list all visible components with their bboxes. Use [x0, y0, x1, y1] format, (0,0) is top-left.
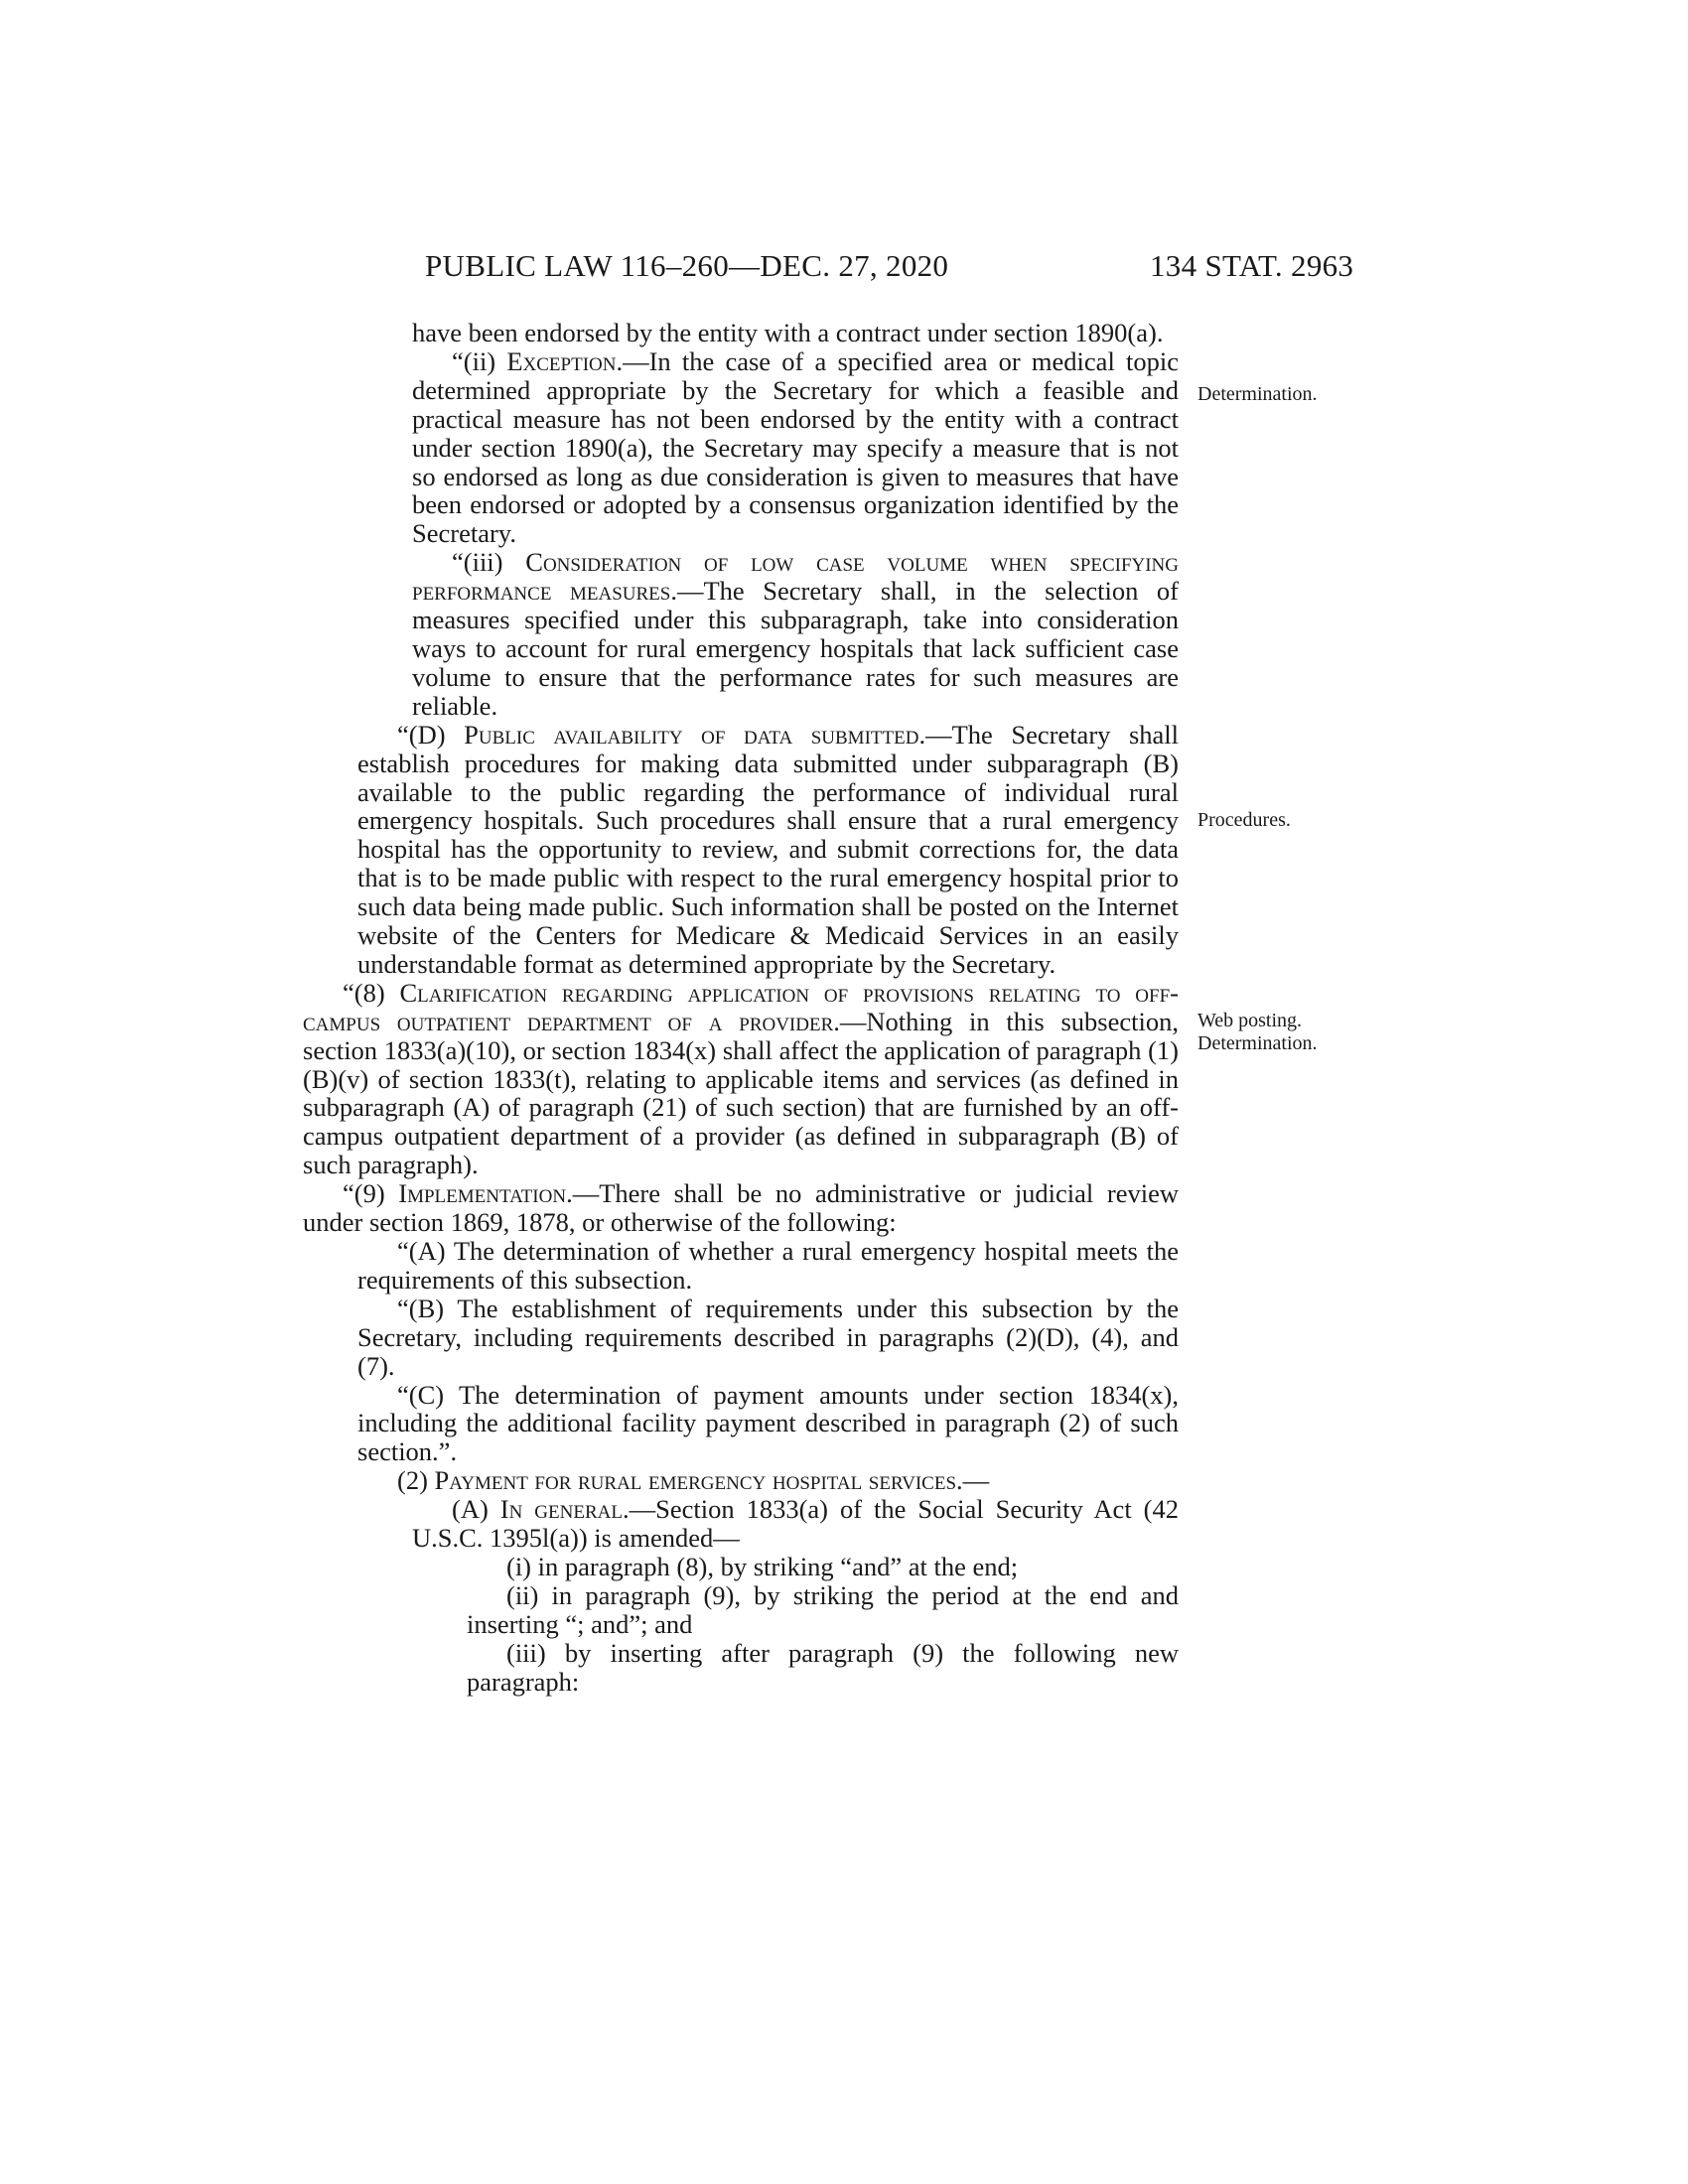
paragraph-2-payment: (2) Payment for rural emergency hospital services.—	[397, 1465, 990, 1496]
subparagraph-a-in-general: (A) In general.—Section 1833(a) of the Social Security Act (42 U.S.C. 1395l(a)) is amended—	[412, 1494, 1179, 1554]
subparagraph-c: “(C) The determination of payment amounts under section 1834(x), including the additional facility payment described in paragraph (2) of such section.”.	[357, 1379, 1179, 1467]
paragraph-continuation: have been endorsed by the entity with a contract under section 1890(a).	[412, 318, 1164, 347]
paragraph-9-implementation: “(9) Implementation.—There shall be no administrative or judicial review under section 1869, 1878, or otherwise of the following:	[303, 1178, 1179, 1238]
subparagraph-d-public-availability: “(D) Public availability of data submitted.—The Secretary shall establish procedures for making data submitted under subparagraph (B) available to the public regarding the performance of individual rural emergency hospitals. Such procedures shall ensure that a rural emergency hospital has the opportunity to review, and submit corrections for, the data that is to be made public with respect to the rural emergency hospital prior to such data being made public. Such information shall be posted on the Internet website of the Centers for Medicare & Medicaid Services in an easily understandable format as determined appropriate by the Secretary.	[357, 719, 1179, 979]
statute-text	[303, 319, 1179, 1697]
paragraph-8-clarification: “(8) Clarification regarding application of provisions relating to off-campus outpatient department of a provider.—Nothing in this subsection, section 1833(a)(10), or section 1834(x) shall affect the application of paragraph (1)(B)(v) of section 1833(t), relating to applicable items and services (as defined in subparagraph (A) of paragraph (21) of such section) that are furnished by an off-campus outpatient department of a provider (as defined in subparagraph (B) of such paragraph).	[303, 977, 1179, 1180]
margin-note-web-posting: Web posting.	[1197, 1010, 1303, 1031]
clause-ii-exception: “(ii) Exception.—In the case of a specified area or medical topic determined appropriate by the Secretary for which a feasible and practical measure has not been endorsed by the entity with a contract under section 1890(a), the Secretary may specify a measure that is not so endorsed as long as due consideration is given to measures that have been endorsed or adopted by a consensus organization identified by the Secretary.	[412, 345, 1179, 549]
subparagraph-b: “(B) The establishment of requirements under this subsection by the Secretary, including requirements described in paragraphs (2)(D), (4), and (7).	[357, 1293, 1179, 1381]
page-number: 134 STAT. 2963	[1150, 248, 1354, 283]
margin-note-determination-2: Determination.	[1197, 1032, 1318, 1054]
margin-note-determination: Determination.	[1197, 383, 1318, 405]
clause-ii: (ii) in paragraph (9), by striking the period at the end and inserting “; and”; and	[467, 1579, 1179, 1639]
clause-iii-low-case-volume: “(iii) Consideration of low case volume when specifying performance measures.—The Secretary shall, in the selection of measures specified under this subparagraph, take into consideration ways to account for rural emergency hospitals that lack sufficient case volume to ensure that the performance rates for such measures are reliable.	[412, 547, 1180, 721]
clause-i: (i) in paragraph (8), by striking “and” at the end;	[506, 1551, 1019, 1581]
clause-iii: (iii) by inserting after paragraph (9) the following new paragraph:	[467, 1637, 1179, 1697]
running-head-title: PUBLIC LAW 116–260—DEC. 27, 2020	[425, 248, 949, 283]
subparagraph-a: “(A) The determination of whether a rural emergency hospital meets the requirements of this subsection.	[357, 1236, 1179, 1295]
margin-note-procedures: Procedures.	[1197, 809, 1291, 831]
